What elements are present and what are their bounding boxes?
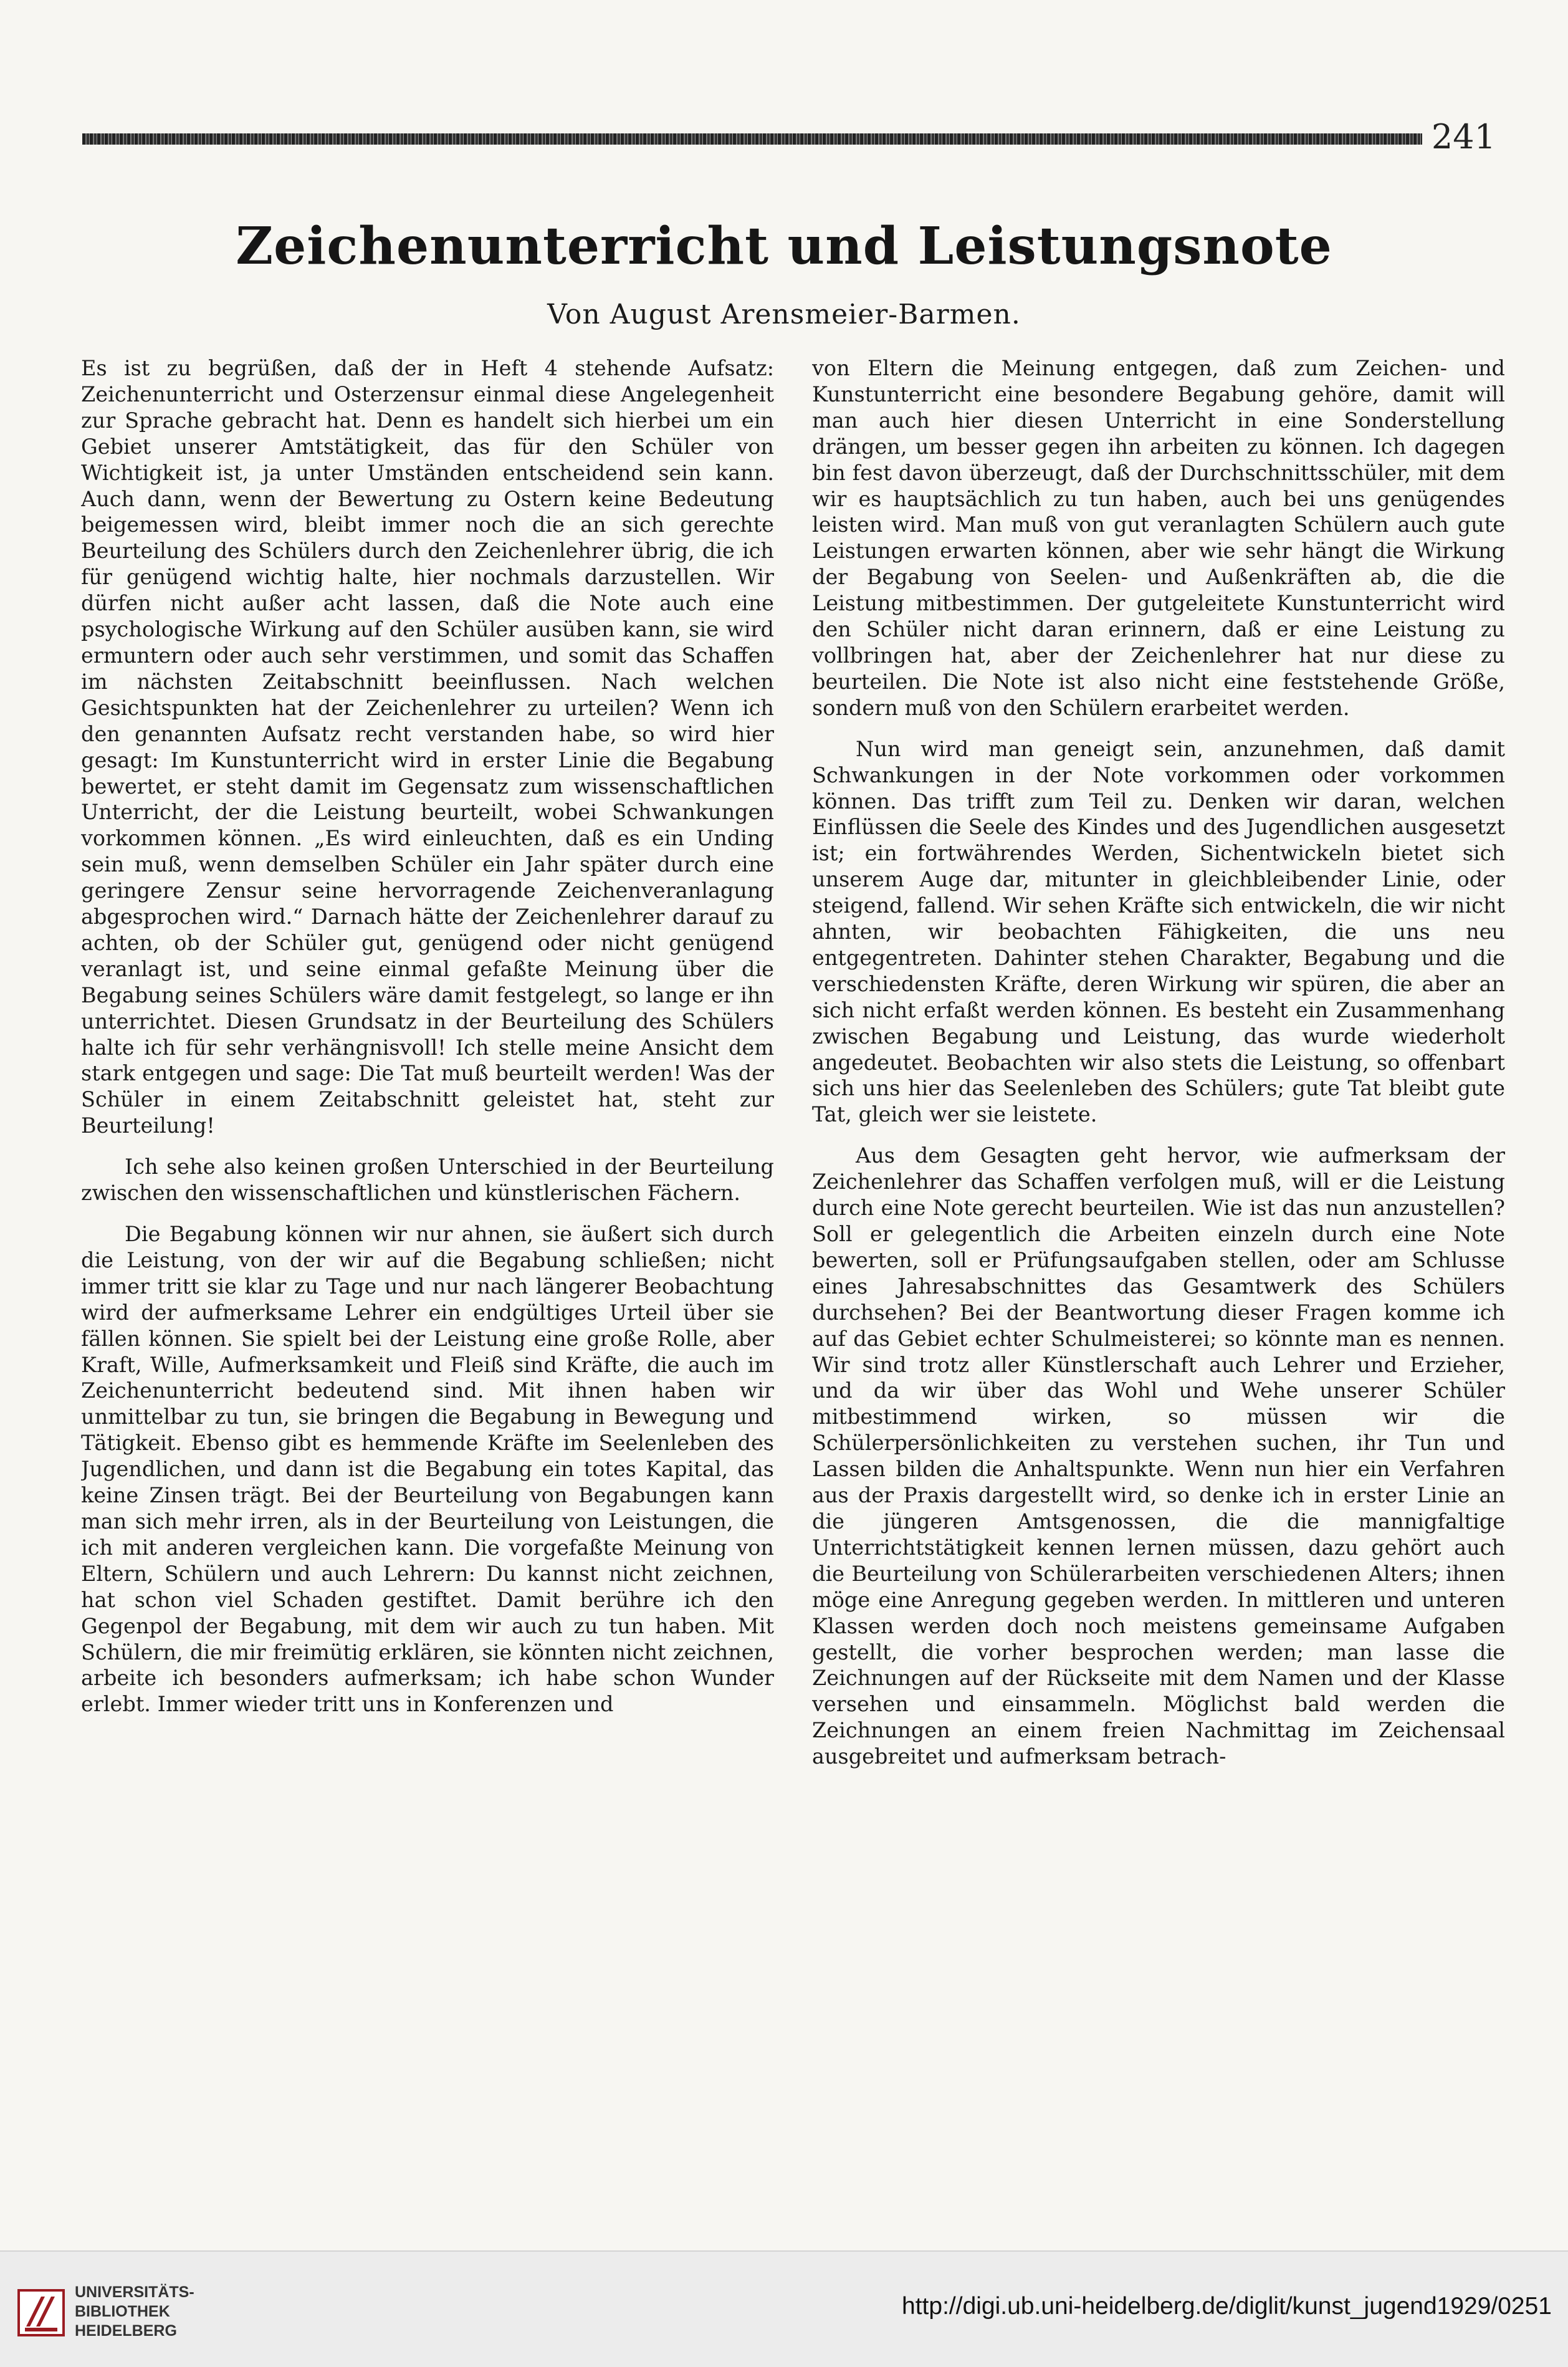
library-logo-text[interactable]: [75, 2283, 262, 2345]
paragraph: Es ist zu begrüßen, daß der in Heft 4 stehende Aufsatz: Zeichenunterricht und Osterzensur einmal diese Angelegenheit zur Sprache gebracht hat. Denn es handelt sich hierbei um ein Gebiet unserer Amtstätigkeit, das für den Schüler von Wichtigkeit ist, ja unter Umständen entscheidend sein kann. Auch dann, wenn der Bewertung zu Ostern keine Bedeutung beigemessen wird, bleibt immer noch die an sich gerechte Beurteilung des Schülers durch den Zeichenlehrer übrig, die ich für genügend wichtig halte, hier nochmals darzustellen. Wir dürfen nicht außer acht lassen, daß die Note auch eine psychologische Wirkung auf den Schüler ausüben kann, sie wird ermuntern oder auch sehr verstimmen, und somit das Schaffen im nächsten Zeitabschnitt beeinflussen. Nach welchen Gesichtspunkten hat der Zeichenlehrer zu urteilen? Wenn ich den genannten Aufsatz recht verstanden habe, so wird hier gesagt: Im Kunstunterricht wird in erster Linie die Begabung bewertet, er steht damit im Gegensatz zum wissenschaftlichen Unterricht, der die Leistung beurteilt, wobei Schwankungen vorkommen können. „Es wird einleuchten, daß es ein Unding sein muß, wenn demselben Schüler ein Jahr später durch eine geringere Zensur seine hervorragende Zeichenveranlagung abgesprochen wird.“ Darnach hätte der Zeichenlehrer darauf zu achten, ob der Schüler gut, genügend oder nicht genügend veranlagt ist, und seine einmal gefaßte Meinung über die Begabung seines Schülers wäre damit festgelegt, so lange er ihn unterrichtet. Diesen Grundsatz in der Beurteilung des Schülers halte ich für sehr verhängnisvoll! Ich stelle meine Ansicht dem stark entgegen und sage: Die Tat muß beurteilt werden! Was der Schüler in einem Zeitabschnitt geleistet hat, steht zur Beurteilung!: [81, 356, 774, 1138]
paragraph: Die Begabung können wir nur ahnen, sie äußert sich durch die Leistung, von der wir auf die Begabung schließen; nicht immer tritt sie klar zu Tage und nur nach längerer Beobachtung wird der aufmerksame Lehrer ein endgültiges Urteil über sie fällen können. Sie spielt bei der Leistung eine große Rolle, aber Kraft, Wille, Aufmerksamkeit und Fleiß sind Kräfte, die auch im Zeichenunterricht bedeutend sind. Mit ihnen haben wir unmittelbar zu tun, sie bringen die Begabung in Bewegung und Tätigkeit. Ebenso gibt es hemmende Kräfte im Seelenleben des Jugendlichen, und dann ist die Begabung ein totes Kapital, das keine Zinsen trägt. Bei der Beurteilung von Begabungen kann man sich mehr irren, als in der Beurteilung von Leistungen, die ich mit anderen vergleichen kann. Die vorgefaßte Meinung von Eltern, Schülern und auch Lehrern: Du kannst nicht zeichnen, hat schon viel Schaden gestiftet. Damit berühre ich den Gegenpol der Begabung, mit dem wir auch zu tun haben. Mit Schülern, die mir freimütig erklären, sie könnten nicht zeichnen, arbeite ich besonders aufmerksam; ich habe schon Wunder erlebt. Immer wieder tritt uns in Konferenzen und: [81, 1222, 774, 1717]
logo-line: HEIDELBERG: [75, 2322, 177, 2340]
paragraph: Ich sehe also keinen großen Unterschied in der Beurteilung zwischen den wissenschaftlichen und künstlerischen Fächern.: [81, 1155, 774, 1206]
source-url-link[interactable]: http://digi.ub.uni-heidelberg.de/diglit/kunst_jugend1929/0251: [902, 2293, 1552, 2320]
logo-line: BIBLIOTHEK: [75, 2303, 170, 2320]
logo-line: UNIVERSITÄTS-: [75, 2283, 194, 2301]
header-rule: [82, 133, 1422, 145]
paragraph: Nun wird man geneigt sein, anzunehmen, daß damit Schwankungen in der Note vorkommen oder vorkommen können. Das trifft zum Teil zu. Denken wir daran, welchen Einflüssen die Seele des Kindes und des Jugendlichen ausgesetzt ist; ein fortwährendes Werden, Sichentwickeln bietet sich unserem Auge dar, mitunter in gleichbleibender Linie, oder steigend, fallend. Wir sehen Kräfte sich entwickeln, die wir nicht ahnten, wir beobachten Fähigkeiten, die uns neu entgegentreten. Dahinter stehen Charakter, Begabung und die verschiedensten Kräfte, deren Wirkung wir spüren, die aber an sich nicht erfaßt werden können. Es besteht ein Zusammenhang zwischen Begabung und Leistung, das wurde wiederholt angedeutet. Beobachten wir also stets die Leistung, so offenbart sich uns hier das Seelenleben des Schülers; gute Tat bleibt gute Tat, gleich wer sie leistete.: [812, 736, 1505, 1127]
paragraph: Aus dem Gesagten geht hervor, wie aufmerksam der Zeichenlehrer das Schaffen verfolgen muß, will er die Leistung durch eine Note gerecht beurteilen. Wie ist das nun anzustellen? Soll er gelegentlich die Arbeiten einzeln durch eine Note bewerten, soll er Prüfungsaufgaben stellen, oder am Schlusse eines Jahresabschnittes das Gesamtwerk des Schülers durchsehen? Bei der Beantwortung dieser Fragen komme ich auf das Gebiet echter Schulmeisterei; so könnte man es nennen. Wir sind trotz aller Künstlerschaft auch Lehrer und Erzieher, und da wir über das Wohl und Wehe unserer Schüler mitbestimmend wirken, so müssen wir die Schülerpersönlichkeiten zu verstehen suchen, ihr Tun und Lassen bilden die Anhaltspunkte. Wenn nun hier ein Verfahren aus der Praxis dargestellt wird, so denke ich in erster Linie an die jüngeren Amtsgenossen, die die mannigfaltige Unterrichtstätigkeit kennen lernen müssen, dazu gehört auch die Beurteilung von Schülerarbeiten verschiedenen Alters; ihnen möge eine Anregung gegeben werden. In mittleren und unteren Klassen werden doch noch meistens gemeinsame Aufgaben gestellt, die vorher besprochen werden; man lasse die Zeichnungen auf der Rückseite mit dem Namen und der Klasse versehen und einsammeln. Möglichst bald werden die Zeichnungen an einem freien Nachmittag im Zeichensaal ausgebreitet und aufmerksam betrach-: [812, 1143, 1505, 1769]
left-column: [81, 355, 774, 2188]
article-title: Zeichenunterricht und Leistungsnote: [236, 216, 1332, 276]
paragraph: von Eltern die Meinung entgegen, daß zum Zeichen- und Kunstunterricht eine besondere Begabung gehöre, damit will man auch hier diesen Unterricht in eine Sonderstellung drängen, um besser gegen ihn arbeiten zu können. Ich dagegen bin fest davon überzeugt, daß der Durchschnittsschüler, mit dem wir es hauptsächlich zu tun haben, auch bei uns genügendes leisten wird. Man muß von gut veranlagten Schülern auch gute Leistungen erwarten können, aber wie sehr hängt die Wirkung der Begabung von Seelen- und Außenkräften ab, die die Leistung mitbestimmen. Der gutgeleitete Kunstunterricht wird den Schüler nicht daran erinnern, daß er eine Leistung zu vollbringen hat, aber der Zeichenlehrer hat nur diese zu beurteilen. Die Note ist also nicht eine feststehende Größe, sondern muß von den Schülern erarbeitet werden.: [812, 356, 1505, 720]
page-number: 241: [1431, 117, 1496, 156]
right-column: [812, 355, 1505, 2188]
library-book-icon[interactable]: [16, 2288, 66, 2338]
article-byline: Von August Arensmeier-Barmen.: [547, 299, 1021, 330]
